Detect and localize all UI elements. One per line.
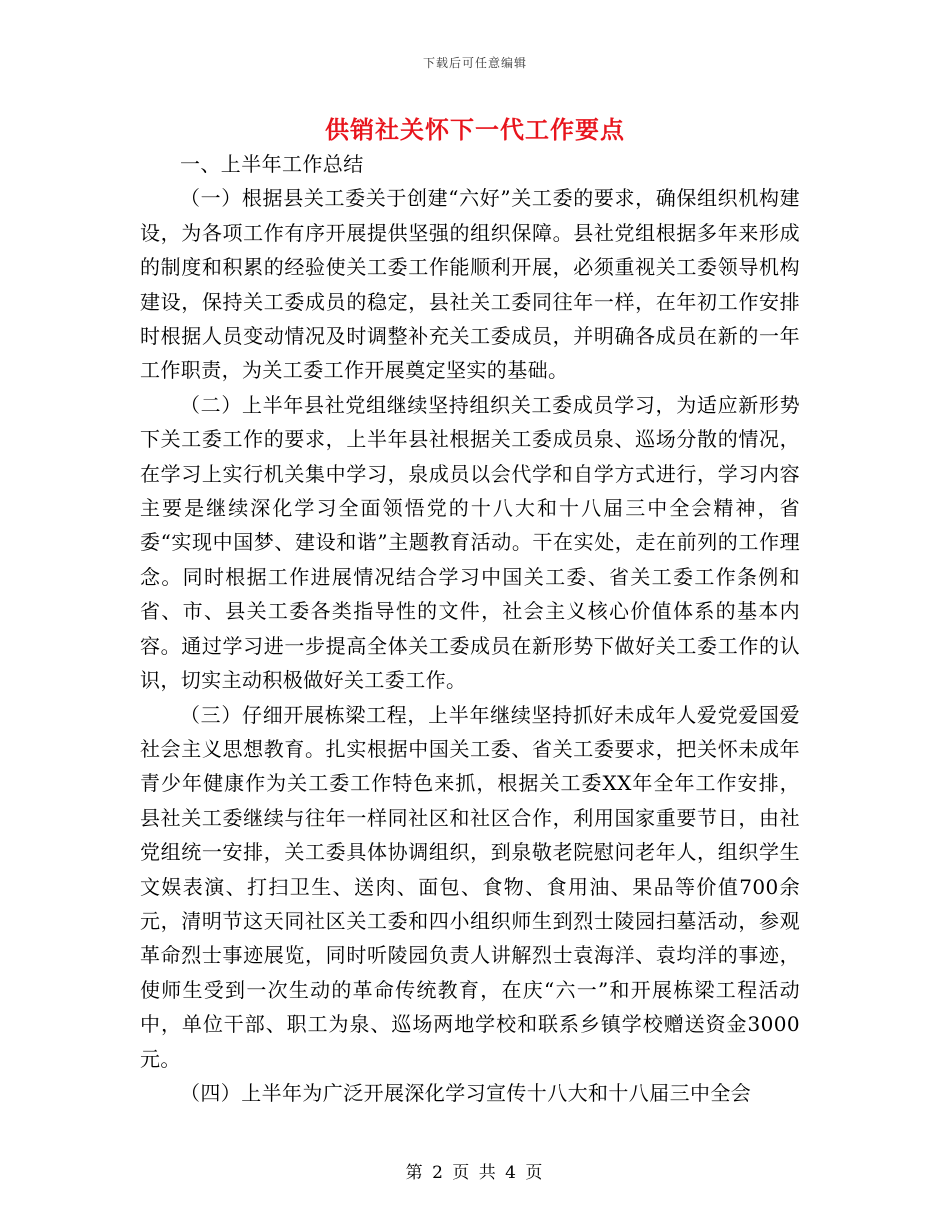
document-body (140, 147, 800, 1110)
header-note: 下载后可任意编辑 (422, 56, 527, 70)
page-number: 第 2 页 共 4 页 (405, 1163, 545, 1183)
paragraph-4: （四）上半年为广泛开展深化学习宣传十八大和十八届三中全会 (180, 1080, 752, 1105)
paragraph-2: （二）上半年县社党组继续坚持组织关工委成员学习，为适应新形势下关工委工作的要求，上半年县社根据关工委成员泉、巡场分散的情况，在学习上实行机关集中学习，泉成员以会代学和自学方式进行，学习内容主要是继续深化学习全面领悟党的十八大和十八届三中全会精神，省委“实现中国梦、建设和谐”主题教育活动。干在实处，走在前列的工作理念。同时根据工作进展情况结合学习中国关工委、省关工委工作条例和省、市、县关工委各类指导性的文件，社会主义核心价值体系的基本内容。通过学习进一步提高全体关工委成员在新形势下做好关工委工作的认识，切实主动积极做好关工委工作。 (140, 392, 800, 693)
paragraph-3: （三）仔细开展栋梁工程，上半年继续坚持抓好未成年人爱党爱国爱社会主义思想教育。扎实根据中国关工委、省关工委要求，把关怀未成年青少年健康作为关工委工作特色来抓，根据关工委XX年全年工作安排，县社关工委继续与往年一样同社区和社区合作，利用国家重要节日，由社党组统一安排，关工委具体协调组织，到泉敬老院慰问老年人，组织学生文娱表演、打扫卫生、送肉、面包、食物、食用油、果品等价值700余元，清明节这天同社区关工委和四小组织师生到烈士陵园扫墓活动，参观革命烈士事迹展览，同时听陵园负责人讲解烈士袁海洋、袁均洋的事迹，使师生受到一次生动的革命传统教育，在庆“六一”和开展栋梁工程活动中，单位干部、职工为泉、巡场两地学校和联系乡镇学校赠送资金3000元。 (140, 702, 800, 1071)
paragraph-1: （一）根据县关工委关于创建“六好”关工委的要求，确保组织机构建设，为各项工作有序开展提供坚强的组织保障。县社党组根据多年来形成的制度和积累的经验使关工委工作能顺利开展，必须重视关工委领导机构建设，保持关工委成员的稳定，县社关工委同往年一样，在年初工作安排时根据人员变动情况及时调整补充关工委成员，并明确各成员在新的一年工作职责，为关工委工作开展奠定坚实的基础。 (140, 186, 800, 383)
section-heading: 一、上半年工作总结 (180, 152, 364, 176)
document-title: 供销社关怀下一代工作要点 (325, 115, 625, 144)
